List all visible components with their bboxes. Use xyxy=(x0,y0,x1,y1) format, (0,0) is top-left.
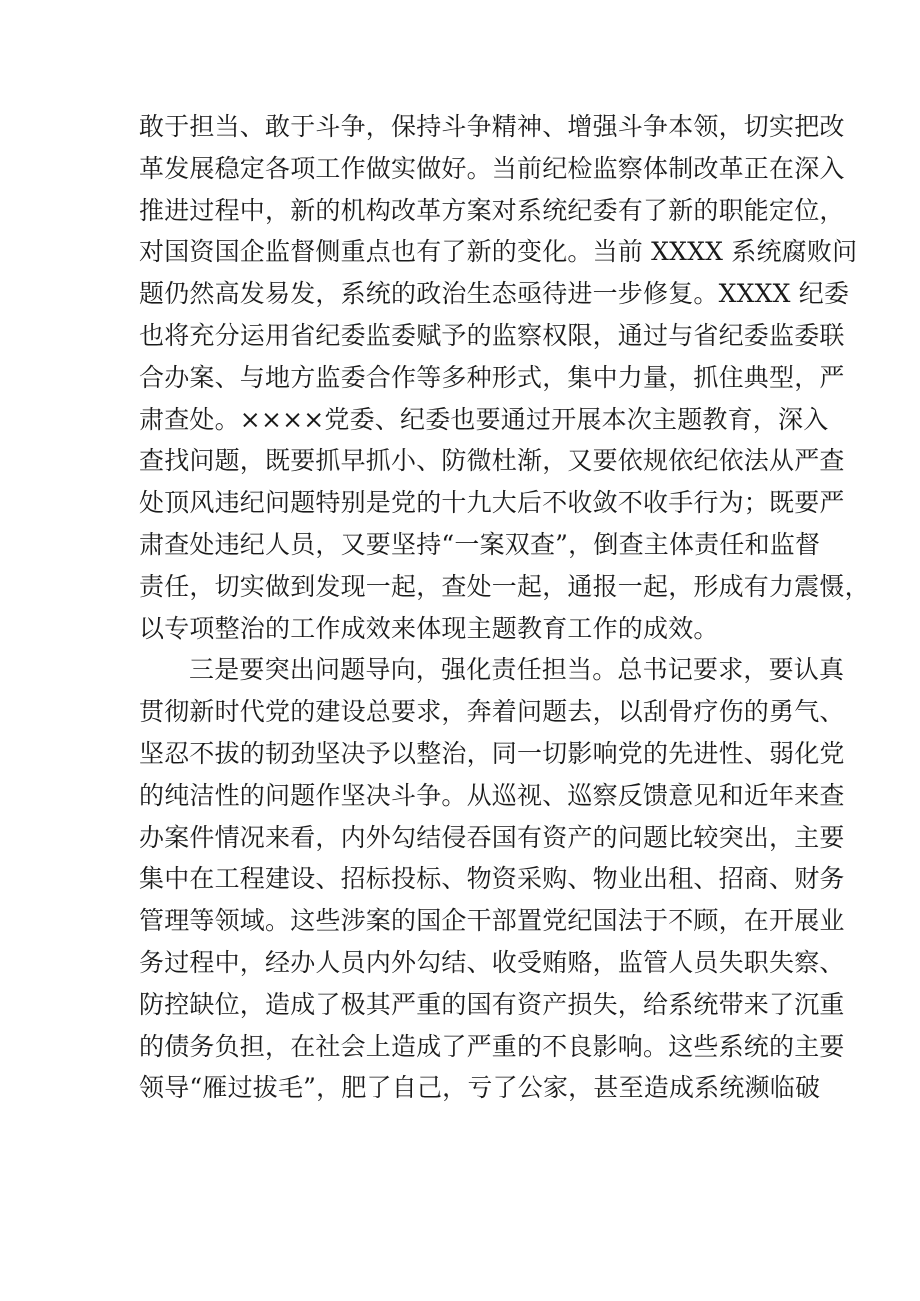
text-line: 查找问题，既要抓早抓小、防微杜渐，又要依规依纪依法从严查 xyxy=(139,446,845,476)
text-line: 务过程中，经办人员内外勾结、收受贿赂，监管人员失职失察、 xyxy=(139,947,845,977)
text-line: 合办案、与地方监委合作等多种形式，集中力量，抓住典型，严 xyxy=(139,362,845,392)
text-line: 集中在工程建设、招标投标、物资采购、物业出租、招商、财务 xyxy=(139,864,845,894)
paragraph-2 xyxy=(139,649,845,1109)
text-line: 贯彻新时代党的建设总要求，奔着问题去，以刮骨疗伤的勇气、 xyxy=(139,697,845,727)
text-line: 办案件情况来看，内外勾结侵吞国有资产的问题比较突出，主要 xyxy=(139,822,845,852)
text-line: 防控缺位，造成了极其严重的国有资产损失，给系统带来了沉重 xyxy=(139,989,845,1019)
text-line: 坚忍不拔的韧劲坚决予以整治，同一切影响党的先进性、弱化党 xyxy=(139,738,845,768)
text-line: 题仍然高发易发，系统的政治生态亟待进一步修复。XXXX 纪委 xyxy=(139,279,850,309)
text-line: 对国资国企监督侧重点也有了新的变化。当前 XXXX 系统腐败问 xyxy=(139,237,858,267)
paragraph-1 xyxy=(139,106,870,649)
document-body xyxy=(139,106,870,1109)
text-line: 的债务负担，在社会上造成了严重的不良影响。这些系统的主要 xyxy=(139,1031,845,1061)
text-line: 管理等领域。这些涉案的国企干部置党纪国法于不顾，在开展业 xyxy=(139,906,845,936)
text-line: 推进过程中，新的机构改革方案对系统纪委有了新的职能定位， xyxy=(139,195,845,225)
text-line: 肃查处违纪人员，又要坚持“一案双查”，倒查主体责任和监督 xyxy=(139,529,821,559)
text-line: 处顶风违纪问题特别是党的十九大后不收敛不收手行为；既要严 xyxy=(139,488,845,518)
text-line: 革发展稳定各项工作做实做好。当前纪检监察体制改革正在深入 xyxy=(139,153,845,183)
text-line: 三是要突出问题导向，强化责任担当。总书记要求，要认真 xyxy=(189,655,845,685)
text-line: 敢于担当、敢于斗争，保持斗争精神、增强斗争本领，切实把改 xyxy=(139,112,845,141)
text-line: 责任，切实做到发现一起，查处一起，通报一起，形成有力震慑， xyxy=(139,571,870,601)
text-line: 以专项整治的工作成效来体现主题教育工作的成效。 xyxy=(139,613,719,643)
text-line: 领导“雁过拔毛”，肥了自己，亏了公家，甚至造成系统濒临破 xyxy=(139,1073,821,1103)
text-line: 肃查处。××××党委、纪委也要通过开展本次主题教育，深入 xyxy=(139,404,829,434)
text-line: 也将充分运用省纪委监委赋予的监察权限，通过与省纪委监委联 xyxy=(139,320,845,350)
text-line: 的纯洁性的问题作坚决斗争。从巡视、巡察反馈意见和近年来查 xyxy=(139,780,845,810)
